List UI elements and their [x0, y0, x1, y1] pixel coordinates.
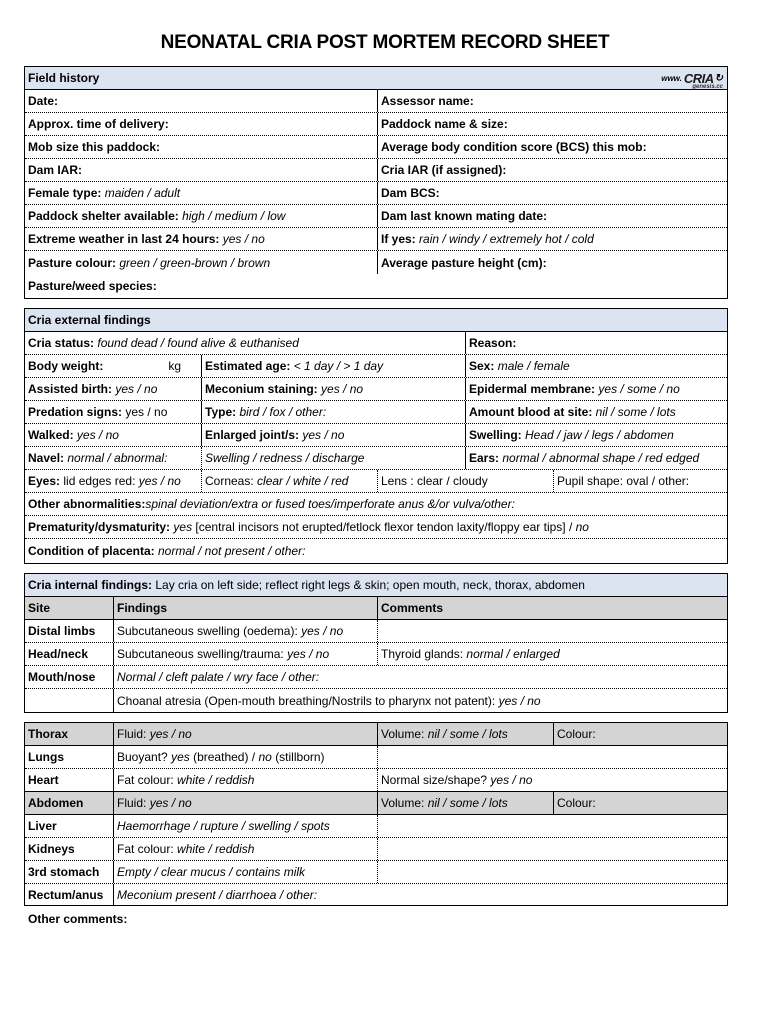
field-history-row	[25, 90, 727, 113]
head-neck-row: Head/neck Subcutaneous swelling/trauma: yes / no Thyroid glands: normal / enlarged	[25, 643, 727, 666]
field-label: Pasture colour:	[28, 255, 117, 270]
body-findings-section	[24, 722, 728, 906]
field-options: high / medium / low	[182, 209, 286, 223]
other-abnormalities-row: Other abnormalities: spinal deviation/extra or fused toes/imperforate anus &/or vulva/other:	[25, 493, 727, 516]
field-label: Dam IAR:	[28, 163, 83, 177]
field-label: Female type:	[28, 186, 102, 200]
field-label: Dam BCS:	[381, 186, 440, 200]
field-options: yes / no	[222, 232, 265, 246]
field-label: Mob size this paddock:	[28, 140, 161, 154]
prematurity-row: Prematurity/dysmaturity: yes [central incisors not erupted/fetlock flexor tendon laxity/floppy ear tips] / no	[25, 516, 727, 539]
distal-limbs-row: Distal limbs Subcutaneous swelling (oedema): yes / no	[25, 620, 727, 643]
field-history-row	[25, 251, 727, 274]
field-history-row	[25, 182, 727, 205]
field-label: Extreme weather in last 24 hours:	[28, 232, 220, 246]
field-label: Dam last known mating date:	[381, 209, 548, 223]
pasture-weed-label: Pasture/weed species:	[28, 278, 157, 293]
field-options: rain / windy / extremely hot / cold	[419, 232, 594, 246]
field-label: Paddock name & size:	[381, 117, 508, 131]
internal-header: Cria internal findings: Lay cria on left side; reflect right legs & skin; open mouth, neck, thorax, abdomen	[25, 574, 727, 597]
field-options: maiden / adult	[104, 186, 181, 200]
field-label: Assessor name:	[381, 94, 474, 108]
choanal-atresia-row: Choanal atresia (Open-mouth breathing/Nostrils to pharynx not patent): yes / no	[25, 689, 727, 712]
eyes-row: Eyes: lid edges red: yes / no Corneas: clear / white / red Lens : clear / cloudy Pupil shape: oval / other:	[25, 470, 727, 493]
field-history-row	[25, 113, 727, 136]
internal-findings-section	[24, 573, 728, 713]
liver-row: Liver Haemorrhage / rupture / swelling / spots	[25, 815, 727, 838]
field-history-header	[25, 67, 727, 90]
cria-status-row: Cria status: found dead / found alive & euthanised Reason:	[25, 332, 727, 355]
cria-genesis-logo: www. CRIA ↻ genesis.cc	[661, 70, 723, 90]
placenta-row: Condition of placenta: normal / not present / other:	[28, 543, 306, 558]
third-stomach-row: 3rd stomach Empty / clear mucus / contains milk	[25, 861, 727, 884]
mouth-nose-row: Mouth/nose Normal / cleft palate / wry face / other:	[25, 666, 727, 689]
page-title: NEONATAL CRIA POST MORTEM RECORD SHEET	[160, 32, 610, 53]
navel-row: Navel: normal / abnormal: Swelling / redness / discharge Ears: normal / abnormal shape / red edged	[25, 447, 727, 470]
field-label: Date:	[28, 94, 59, 108]
field-history-heading: Field history	[28, 71, 100, 85]
internal-columns: Site Findings Comments	[25, 597, 727, 620]
rectum-anus-row: Rectum/anus Meconium present / diarrhoea / other:	[25, 884, 727, 906]
field-label: Average body condition score (BCS) this mob:	[381, 140, 647, 154]
field-history-row	[25, 228, 727, 251]
field-label: Paddock shelter available:	[28, 209, 179, 223]
assisted-birth-row: Assisted birth: yes / no Meconium staining: yes / no Epidermal membrane: yes / some / no	[25, 378, 727, 401]
logo-swirl-icon: ↻	[714, 72, 723, 84]
abdomen-row: Abdomen Fluid: yes / no Volume: nil / some / lots Colour:	[25, 792, 727, 815]
other-comments-label: Other comments:	[28, 912, 128, 926]
field-label: Average pasture height (cm):	[381, 255, 547, 270]
field-options: green / green-brown / brown	[119, 255, 271, 270]
external-header	[25, 309, 727, 332]
external-heading: Cria external findings	[28, 313, 151, 327]
thorax-row: Thorax Fluid: yes / no Volume: nil / some / lots Colour:	[25, 723, 727, 746]
field-history-section	[24, 66, 728, 299]
heart-row: Heart Fat colour: white / reddish Normal size/shape? yes / no	[25, 769, 727, 792]
body-weight-row: Body weight: kg Estimated age: < 1 day / > 1 day Sex: male / female	[25, 355, 727, 378]
field-history-row	[25, 136, 727, 159]
field-history-row	[25, 205, 727, 228]
walked-row: Walked: yes / no Enlarged joint/s: yes / no Swelling: Head / jaw / legs / abdomen	[25, 424, 727, 447]
field-history-row	[25, 159, 727, 182]
field-label: Cria IAR (if assigned):	[381, 163, 507, 177]
kidneys-row: Kidneys Fat colour: white / reddish	[25, 838, 727, 861]
predation-row: Predation signs: yes / no Type: bird / fox / other: Amount blood at site: nil / some / lots	[25, 401, 727, 424]
field-label: Approx. time of delivery:	[28, 117, 169, 131]
lungs-row: Lungs Buoyant? yes (breathed) / no (stillborn)	[25, 746, 727, 769]
pasture-weed-row	[25, 274, 727, 297]
field-label: If yes:	[381, 232, 416, 246]
external-findings-section	[24, 308, 728, 564]
